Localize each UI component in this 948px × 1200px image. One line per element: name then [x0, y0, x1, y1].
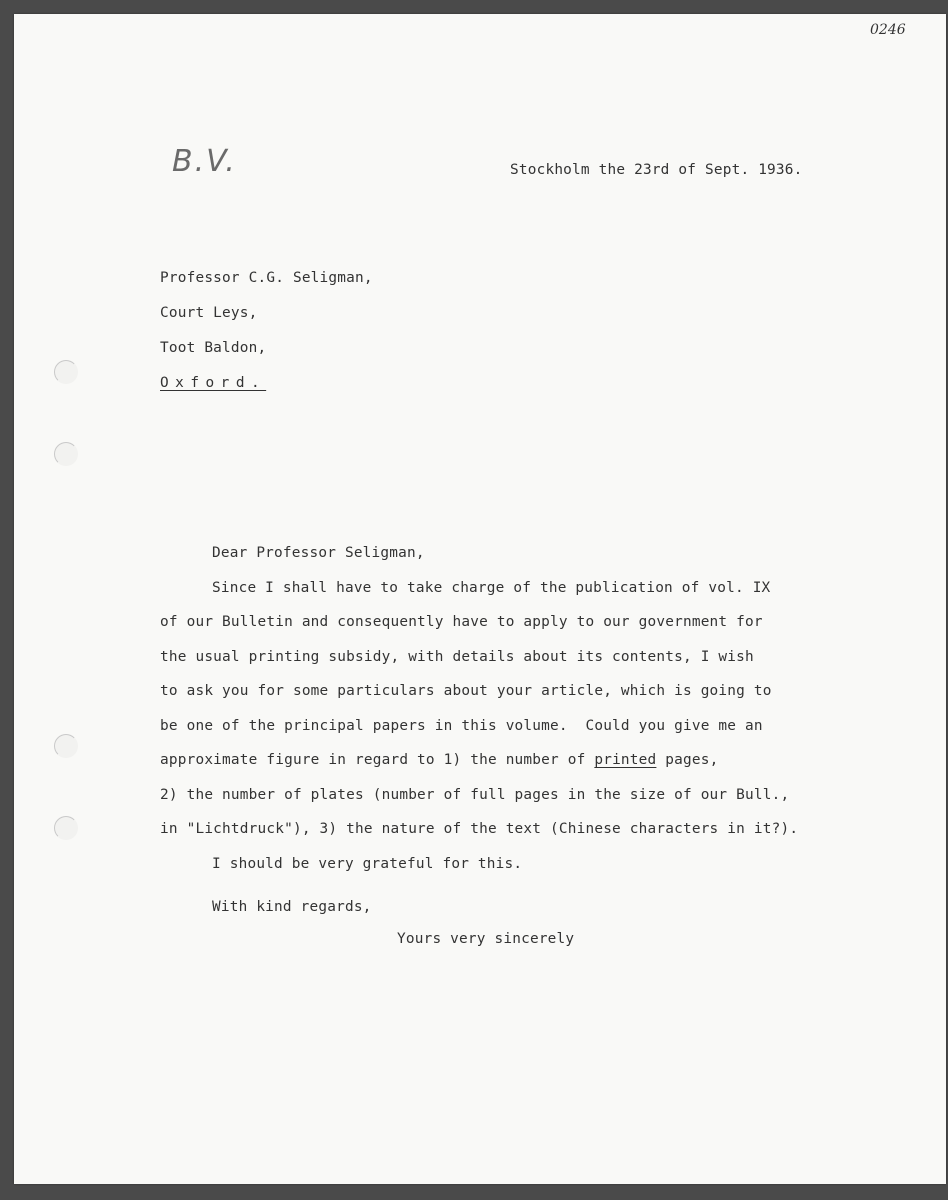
body-text: approximate figure in regard to 1) the number of: [160, 752, 595, 768]
body-line: [160, 753, 718, 767]
address-line-name: Professor C.G. Seligman,: [160, 270, 373, 286]
punch-hole: [54, 442, 78, 466]
body-line: of our Bulletin and consequently have to apply to our government for: [160, 614, 763, 630]
body-line: in "Lichtdruck"), 3) the nature of the text (Chinese characters in it?).: [160, 821, 799, 837]
address-line-house: Court Leys,: [160, 305, 258, 321]
body-text: pages,: [656, 752, 719, 768]
handwritten-initials: B.V.: [172, 144, 237, 179]
address-line-village: Toot Baldon,: [160, 340, 267, 356]
closing: With kind regards,: [212, 899, 372, 915]
address-line-city: Oxford.: [160, 375, 267, 391]
body-line: to ask you for some particulars about your article, which is going to: [160, 683, 772, 699]
punch-hole: [54, 360, 78, 384]
underlined-word: printed: [594, 752, 657, 768]
body-line: the usual printing subsidy, with details about its contents, I wish: [160, 649, 754, 665]
punch-hole: [54, 734, 78, 758]
archive-number: 0246: [870, 22, 906, 38]
salutation: Dear Professor Seligman,: [212, 545, 425, 561]
body-line: Since I shall have to take charge of the publication of vol. IX: [212, 580, 771, 596]
signoff: Yours very sincerely: [397, 931, 575, 947]
body-line: be one of the principal papers in this volume. Could you give me an: [160, 718, 763, 734]
body-line: 2) the number of plates (number of full pages in the size of our Bull.,: [160, 787, 790, 803]
date-line: Stockholm the 23rd of Sept. 1936.: [510, 162, 803, 178]
punch-hole: [54, 816, 78, 840]
letter-page: [14, 14, 946, 1184]
body-line: I should be very grateful for this.: [212, 856, 523, 872]
